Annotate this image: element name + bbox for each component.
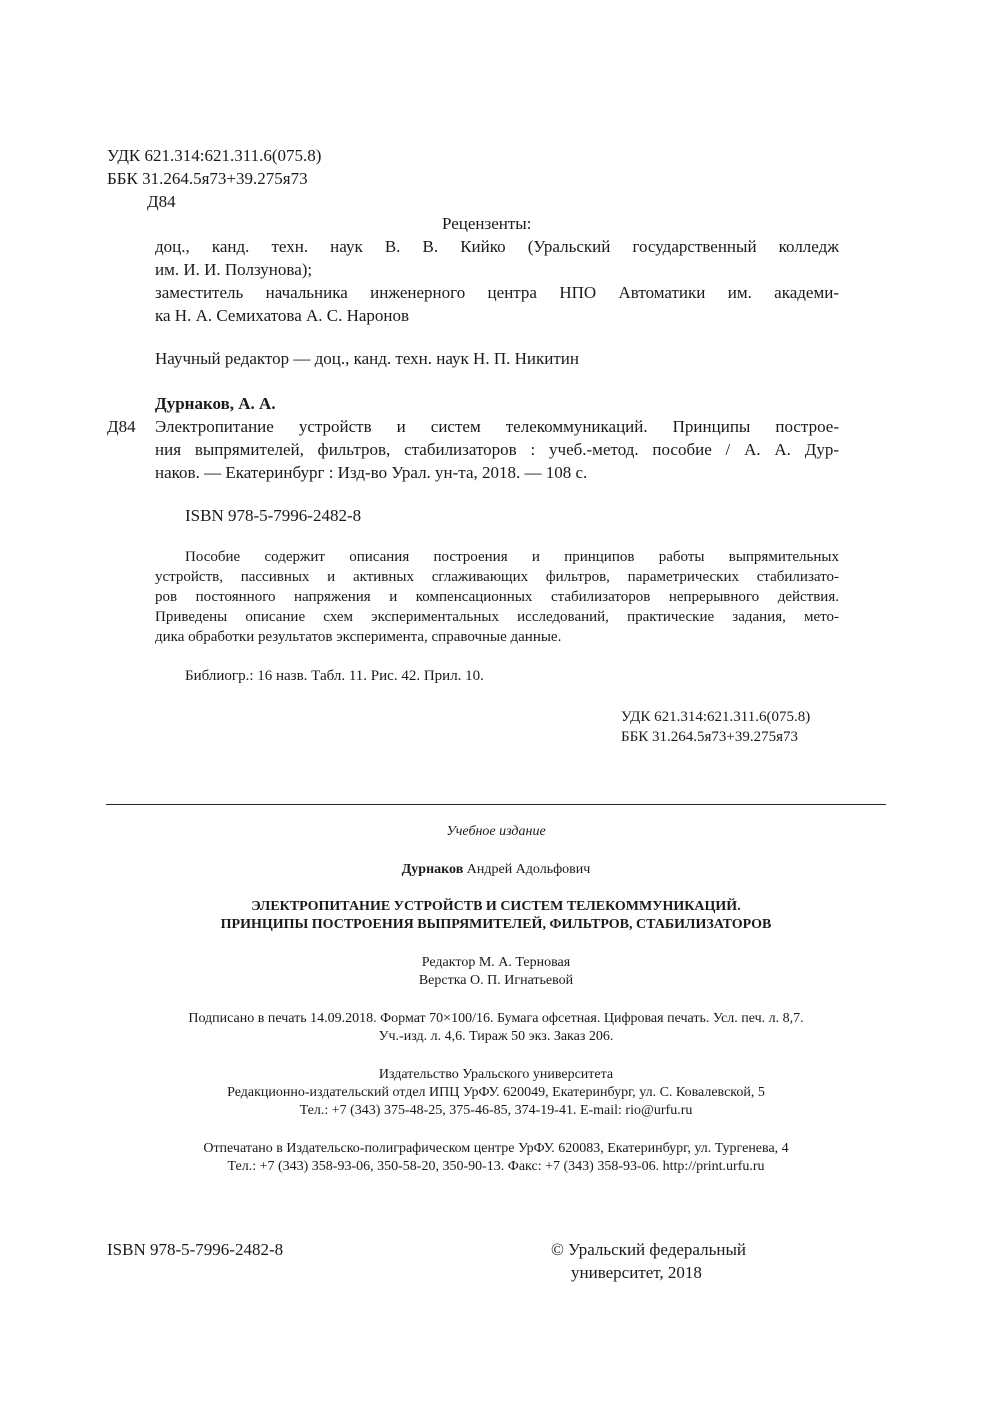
abstract-line-3: ров постоянного напряжения и компенсационных стабилизаторов непрерывного действия. — [155, 589, 839, 605]
biblio-stats: Библиогр.: 16 назв. Табл. 11. Рис. 42. Прил. 10. — [185, 668, 484, 684]
bbk-code: ББК 31.264.5я73+39.275я73 — [107, 169, 308, 188]
scientific-editor: Научный редактор — доц., канд. техн. наук Н. П. Никитин — [155, 349, 579, 368]
publisher-line-3: Тел.: +7 (343) 375-48-25, 375-46-85, 374-19-41. E-mail: rio@urfu.ru — [299, 1103, 693, 1118]
bib-line-1: Электропитание устройств и систем телекоммуникаций. Принципы построе- — [155, 417, 839, 436]
classification-bbk: ББК 31.264.5я73+39.275я73 — [621, 729, 798, 745]
abstract-line-2: устройств, пассивных и активных сглаживающих фильтров, параметрических стабилизато- — [155, 569, 839, 585]
imprint-title-line-1: ЭЛЕКТРОПИТАНИЕ УСТРОЙСТВ И СИСТЕМ ТЕЛЕКОММУНИКАЦИЙ. — [251, 899, 741, 914]
imprint-editor: Редактор М. А. Терновая — [421, 955, 571, 970]
reviewer-2-line-1: заместитель начальника инженерного центра НПО Автоматики им. академи- — [155, 283, 839, 302]
reviewer-1-line-2: им. И. И. Ползунова); — [155, 260, 313, 279]
bib-mark: Д84 — [107, 417, 136, 436]
reviewer-1-line-1: доц., канд. техн. наук В. В. Кийко (Уральский государственный колледж — [155, 237, 839, 256]
bib-line-3: наков. — Екатеринбург : Изд-во Урал. ун-та, 2018. — 108 с. — [155, 463, 588, 482]
reviewers-heading: Рецензенты: — [442, 214, 532, 233]
publisher-line-1: Издательство Уральского университета — [378, 1067, 614, 1082]
udk-code: УДК 621.314:621.311.6(075.8) — [107, 146, 322, 165]
classification-udk: УДК 621.314:621.311.6(075.8) — [621, 709, 811, 725]
imprint-layout: Верстка О. П. Игнатьевой — [418, 973, 574, 988]
copyright-line-2: университет, 2018 — [571, 1263, 702, 1282]
publisher-line-2: Редакционно-издательский отдел ИПЦ УрФУ. 620049, Екатеринбург, ул. С. Ковалевской, 5 — [227, 1085, 765, 1100]
abstract-line-5: дика обработки результатов эксперимента, справочные данные. — [155, 629, 562, 645]
edition-type: Учебное издание — [446, 824, 546, 839]
imprint-title-line-2: ПРИНЦИПЫ ПОСТРОЕНИЯ ВЫПРЯМИТЕЛЕЙ, ФИЛЬТРОВ, СТАБИЛИЗАТОРОВ — [220, 917, 772, 932]
author-mark: Д84 — [147, 192, 176, 211]
reviewer-2-line-2: ка Н. А. Семихатова А. С. Наронов — [155, 306, 410, 325]
bib-author: Дурнаков, А. А. — [155, 394, 276, 413]
print-info-line-2: Уч.-изд. л. 4,6. Тираж 50 экз. Заказ 206. — [378, 1029, 614, 1044]
printed-line-1: Отпечатано в Издательско-полиграфическом центре УрФУ. 620083, Екатеринбург, ул. Тургенева, 4 — [203, 1141, 789, 1156]
bib-isbn: ISBN 978-5-7996-2482-8 — [185, 506, 362, 525]
abstract-line-1: Пособие содержит описания построения и принципов работы выпрямительных — [185, 549, 839, 565]
divider — [106, 804, 886, 805]
abstract-line-4: Приведены описание схем экспериментальных исследований, практические задания, мето- — [155, 609, 839, 625]
print-info-line-1: Подписано в печать 14.09.2018. Формат 70×100/16. Бумага офсетная. Цифровая печать. Усл. печ. л. 8,7. — [188, 1011, 804, 1026]
imprint-author-name: Андрей Адольфович — [463, 862, 591, 877]
imprint-author-surname: Дурнаков — [401, 862, 464, 877]
printed-line-2: Тел.: +7 (343) 358-93-06, 350-58-20, 350-90-13. Факс: +7 (343) 358-93-06. http://print.urfu.ru — [227, 1159, 765, 1174]
imprint-author — [0, 862, 992, 878]
bib-line-2: ния выпрямителей, фильтров, стабилизаторов : учеб.-метод. пособие / А. А. Дур- — [155, 440, 839, 459]
copyright-line-1: © Уральский федеральный — [551, 1240, 746, 1259]
footer-isbn: ISBN 978-5-7996-2482-8 — [107, 1240, 284, 1259]
